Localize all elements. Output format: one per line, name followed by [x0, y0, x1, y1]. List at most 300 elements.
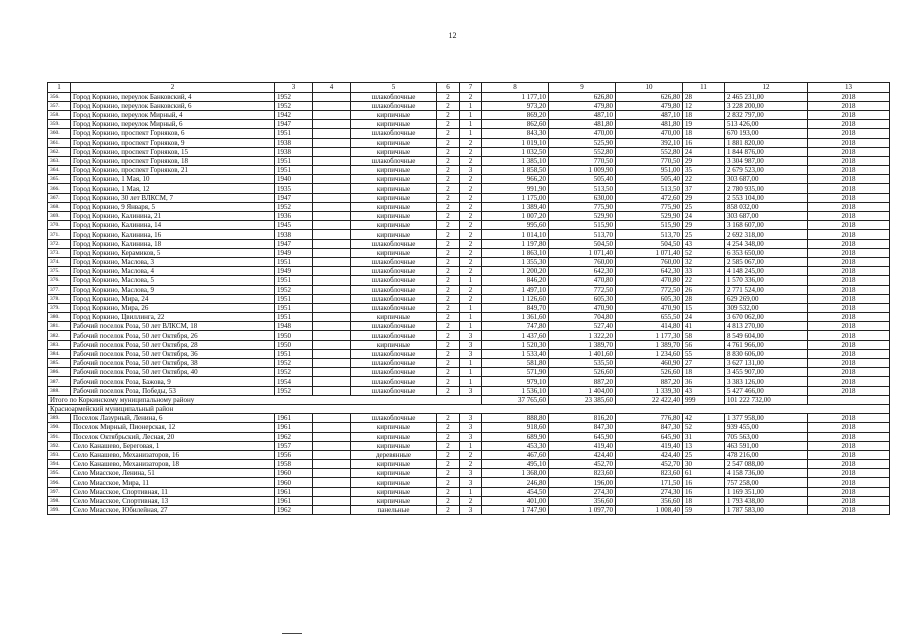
table-cell: 2018: [808, 212, 890, 221]
table-cell: 368.: [48, 202, 71, 211]
table-cell: [313, 331, 351, 340]
table-row: [48, 184, 890, 193]
table-row: [48, 359, 890, 368]
table-cell: 2018: [808, 184, 890, 193]
table-cell: 1945: [275, 221, 313, 230]
table-cell: 18: [683, 110, 725, 119]
table-cell: 2018: [808, 129, 890, 138]
table-cell: 505,40: [616, 175, 683, 184]
table-cell: шлакоблочные: [351, 285, 437, 294]
table-cell: шлакоблочные: [351, 359, 437, 368]
table-cell: 1 009,90: [549, 166, 616, 175]
table-cell: [313, 239, 351, 248]
total-owned-area-cell: 22 422,40: [616, 395, 683, 404]
table-cell: 2018: [808, 239, 890, 248]
page-number: 12: [448, 31, 457, 40]
table-cell: 8 830 606,00: [725, 349, 808, 358]
table-cell: 843,30: [482, 129, 549, 138]
table-cell: 1: [460, 487, 482, 496]
table-cell: 393.: [48, 450, 71, 459]
table-cell: 2: [437, 184, 460, 193]
table-cell: 495,10: [482, 460, 549, 469]
table-cell: 995,60: [482, 221, 549, 230]
table-cell: 424,40: [549, 450, 616, 459]
table-cell: 513,50: [616, 184, 683, 193]
table-cell: 513,70: [549, 230, 616, 239]
table-cell: 2: [437, 441, 460, 450]
table-cell: 991,90: [482, 184, 549, 193]
table-cell: 2: [460, 230, 482, 239]
table-cell: 2: [437, 349, 460, 358]
table-cell: 3: [460, 478, 482, 487]
table-cell: 1951: [275, 276, 313, 285]
table-cell: [313, 313, 351, 322]
district-section-label: Красноармейский муниципальный район: [48, 404, 890, 413]
table-cell: 645,90: [549, 432, 616, 441]
table-cell: шлакоблочные: [351, 257, 437, 266]
table-cell: 399.: [48, 506, 71, 515]
table-cell: 2: [437, 386, 460, 395]
table-row: [48, 221, 890, 230]
table-cell: 1950: [275, 340, 313, 349]
table-cell: 2: [437, 359, 460, 368]
table-cell: 12: [683, 101, 725, 110]
table-cell: 1951: [275, 294, 313, 303]
table-cell: 375.: [48, 267, 71, 276]
table-cell: 52: [683, 248, 725, 257]
table-cell: 2: [437, 166, 460, 175]
table-cell: 1 533,40: [482, 349, 549, 358]
table-cell: 196,00: [549, 478, 616, 487]
table-cell: 2018: [808, 267, 890, 276]
table-cell: 1 200,20: [482, 267, 549, 276]
table-cell: 2: [437, 377, 460, 386]
table-cell: 3 304 987,00: [725, 156, 808, 165]
table-cell: 43: [683, 239, 725, 248]
table-cell: 2: [437, 368, 460, 377]
table-cell: 1951: [275, 303, 313, 312]
table-cell: 2 585 067,00: [725, 257, 808, 266]
table-cell: 1951: [275, 257, 313, 266]
table-cell: 2018: [808, 221, 890, 230]
table-cell: [313, 92, 351, 101]
table-cell: 2: [460, 248, 482, 257]
table-cell: 869,20: [482, 110, 549, 119]
table-cell: [313, 322, 351, 331]
table-cell: 1936: [275, 212, 313, 221]
table-cell: 1 126,60: [482, 294, 549, 303]
table-cell: 1 497,10: [482, 285, 549, 294]
table-cell: 2: [437, 450, 460, 459]
table-cell: 381.: [48, 322, 71, 331]
table-cell: 2018: [808, 175, 890, 184]
table-cell: 2018: [808, 120, 890, 129]
table-row: [48, 212, 890, 221]
table-cell: 2: [437, 239, 460, 248]
table-cell: 846,20: [482, 276, 549, 285]
table-cell: 1 322,20: [549, 331, 616, 340]
table-cell: 452,70: [549, 460, 616, 469]
table-row: [48, 92, 890, 101]
table-cell: 2: [437, 193, 460, 202]
table-cell: 1 747,90: [482, 506, 549, 515]
table-cell: 849,70: [482, 303, 549, 312]
table-cell: 2018: [808, 322, 890, 331]
table-cell: 1938: [275, 147, 313, 156]
table-row: [48, 230, 890, 239]
table-cell: 504,50: [616, 239, 683, 248]
table-cell: [313, 221, 351, 230]
table-cell: 382.: [48, 331, 71, 340]
table-cell: 535,50: [549, 359, 616, 368]
table-cell: 775,90: [616, 202, 683, 211]
table-cell: Рабочий поселок Роза, 50 лет Октября, 28: [71, 340, 275, 349]
table-cell: 1942: [275, 110, 313, 119]
table-cell: 2018: [808, 478, 890, 487]
table-cell: 2: [437, 496, 460, 505]
table-row: [48, 175, 890, 184]
table-cell: 770,50: [549, 156, 616, 165]
table-cell: 28: [683, 92, 725, 101]
table-cell: 4 761 966,00: [725, 340, 808, 349]
table-cell: кирпичные: [351, 147, 437, 156]
table-cell: 1 389,70: [549, 340, 616, 349]
table-cell: 747,80: [482, 322, 549, 331]
table-row: [48, 368, 890, 377]
table-cell: 1947: [275, 120, 313, 129]
table-cell: 1960: [275, 469, 313, 478]
table-cell: 4 148 245,00: [725, 267, 808, 276]
table-cell: 1947: [275, 239, 313, 248]
table-cell: 3 455 907,00: [725, 368, 808, 377]
table-cell: 478 216,00: [725, 450, 808, 459]
table-cell: Город Коркино, переулок Мирный, 4: [71, 110, 275, 119]
table-cell: 2: [437, 414, 460, 423]
table-cell: [313, 487, 351, 496]
table-cell: 2 547 088,00: [725, 460, 808, 469]
table-cell: 356,60: [616, 496, 683, 505]
table-cell: кирпичные: [351, 340, 437, 349]
table-cell: 1 377 958,00: [725, 414, 808, 423]
table-cell: 43: [683, 386, 725, 395]
table-cell: 2: [437, 432, 460, 441]
table-cell: [313, 294, 351, 303]
table-cell: Город Коркино, 30 лет ВЛКСМ, 7: [71, 193, 275, 202]
table-cell: 27: [683, 359, 725, 368]
table-cell: 18: [683, 496, 725, 505]
table-cell: Город Коркино, 1 Мая, 12: [71, 184, 275, 193]
table-cell: 16: [683, 478, 725, 487]
table-row: [48, 101, 890, 110]
table-cell: 1938: [275, 138, 313, 147]
table-cell: 1: [460, 101, 482, 110]
table-cell: 515,90: [549, 221, 616, 230]
table-cell: 1950: [275, 331, 313, 340]
table-cell: [313, 423, 351, 432]
table-row: [48, 506, 890, 515]
table-cell: 2018: [808, 469, 890, 478]
table-cell: 1952: [275, 101, 313, 110]
table-cell: 1962: [275, 432, 313, 441]
table-row: [48, 120, 890, 129]
table-cell: Город Коркино, проспект Горняков, 9: [71, 138, 275, 147]
column-number-header: 12: [725, 83, 808, 93]
table-cell: 1 858,50: [482, 166, 549, 175]
table-cell: 25: [683, 230, 725, 239]
table-cell: 487,10: [549, 110, 616, 119]
table-cell: 527,40: [549, 322, 616, 331]
table-cell: 581,80: [482, 359, 549, 368]
table-cell: 505,40: [549, 175, 616, 184]
table-cell: 35: [683, 166, 725, 175]
empty-cell: [808, 395, 890, 404]
table-cell: 470,00: [616, 129, 683, 138]
table-cell: кирпичные: [351, 202, 437, 211]
table-cell: 1958: [275, 460, 313, 469]
table-cell: [313, 496, 351, 505]
table-cell: 1954: [275, 377, 313, 386]
table-cell: 22: [683, 175, 725, 184]
table-cell: кирпичные: [351, 432, 437, 441]
table-cell: кирпичные: [351, 120, 437, 129]
table-cell: 626,80: [549, 92, 616, 101]
table-cell: 479,80: [616, 101, 683, 110]
table-cell: [313, 349, 351, 358]
table-cell: шлакоблочные: [351, 156, 437, 165]
table-cell: 2018: [808, 101, 890, 110]
table-cell: [313, 267, 351, 276]
table-cell: Город Коркино, Мира, 24: [71, 294, 275, 303]
table-row: [48, 414, 890, 423]
table-cell: 2: [437, 230, 460, 239]
table-cell: 1 339,30: [616, 386, 683, 395]
total-cost-cell: 101 222 732,00: [725, 395, 808, 404]
table-cell: кирпичные: [351, 441, 437, 450]
table-cell: Город Коркино, переулок Мирный, 6: [71, 120, 275, 129]
column-number-header: 10: [616, 83, 683, 93]
table-cell: 383.: [48, 340, 71, 349]
housing-register-table: [47, 82, 890, 515]
table-cell: 394.: [48, 460, 71, 469]
table-cell: 2018: [808, 276, 890, 285]
table-cell: 396.: [48, 478, 71, 487]
table-cell: 1951: [275, 313, 313, 322]
table-cell: Город Коркино, 9 Января, 5: [71, 202, 275, 211]
table-cell: [313, 193, 351, 202]
table-cell: 372.: [48, 239, 71, 248]
table-cell: 392.: [48, 441, 71, 450]
table-cell: 385.: [48, 359, 71, 368]
column-number-header: 1: [48, 83, 71, 93]
table-cell: кирпичные: [351, 212, 437, 221]
table-cell: 2018: [808, 377, 890, 386]
table-cell: [313, 212, 351, 221]
table-cell: [313, 478, 351, 487]
table-cell: 33: [683, 267, 725, 276]
table-cell: 42: [683, 414, 725, 423]
table-cell: [313, 184, 351, 193]
table-cell: 2: [437, 138, 460, 147]
table-cell: 2: [437, 110, 460, 119]
table-cell: [313, 377, 351, 386]
table-cell: 2018: [808, 193, 890, 202]
table-cell: 2: [460, 221, 482, 230]
table-cell: 2018: [808, 432, 890, 441]
table-cell: 2: [460, 294, 482, 303]
table-cell: 2: [437, 506, 460, 515]
table-cell: кирпичные: [351, 313, 437, 322]
table-cell: 1 097,70: [549, 506, 616, 515]
table-cell: 472,60: [616, 193, 683, 202]
table-cell: 1 177,10: [482, 92, 549, 101]
table-cell: 460,90: [616, 359, 683, 368]
table-cell: 2018: [808, 423, 890, 432]
table-cell: 2018: [808, 257, 890, 266]
table-cell: [313, 368, 351, 377]
table-cell: 1935: [275, 184, 313, 193]
table-cell: 979,10: [482, 377, 549, 386]
table-cell: [313, 432, 351, 441]
table-cell: 823,60: [549, 469, 616, 478]
table-cell: [313, 257, 351, 266]
table-cell: Город Коркино, Калинина, 18: [71, 239, 275, 248]
table-row: [48, 257, 890, 266]
table-cell: 1: [460, 368, 482, 377]
table-cell: [313, 303, 351, 312]
table-cell: Поселок Лазурный, Ленина, 6: [71, 414, 275, 423]
table-cell: 1 071,40: [549, 248, 616, 257]
table-cell: [313, 110, 351, 119]
table-cell: 487,10: [616, 110, 683, 119]
table-cell: 479,80: [549, 101, 616, 110]
table-cell: кирпичные: [351, 487, 437, 496]
table-cell: 1 234,60: [616, 349, 683, 358]
table-cell: Город Коркино, Калинина, 14: [71, 221, 275, 230]
table-cell: 2018: [808, 92, 890, 101]
footer-rule: [282, 633, 302, 634]
table-cell: 3: [460, 331, 482, 340]
table-cell: 2 553 104,00: [725, 193, 808, 202]
table-cell: 1961: [275, 496, 313, 505]
table-cell: 371.: [48, 230, 71, 239]
table-cell: [313, 460, 351, 469]
table-cell: 1949: [275, 267, 313, 276]
table-cell: 30: [683, 460, 725, 469]
table-cell: 2 832 797,00: [725, 110, 808, 119]
table-cell: деревянные: [351, 450, 437, 459]
table-cell: 2018: [808, 441, 890, 450]
table-cell: 939 455,00: [725, 423, 808, 432]
table-row: [48, 478, 890, 487]
table-cell: шлакоблочные: [351, 349, 437, 358]
table-cell: 888,80: [482, 414, 549, 423]
table-cell: 775,90: [549, 202, 616, 211]
table-cell: 2018: [808, 294, 890, 303]
table-cell: 2018: [808, 248, 890, 257]
table-cell: 1: [460, 377, 482, 386]
table-row: [48, 129, 890, 138]
total-residents-cell: 999: [683, 395, 725, 404]
table-cell: 2: [437, 460, 460, 469]
table-cell: 2018: [808, 331, 890, 340]
table-cell: 384.: [48, 349, 71, 358]
table-cell: 32: [683, 257, 725, 266]
table-cell: 453,30: [482, 441, 549, 450]
table-cell: 414,80: [616, 322, 683, 331]
table-cell: 386.: [48, 368, 71, 377]
table-cell: 4 813 270,00: [725, 322, 808, 331]
table-row: [48, 349, 890, 358]
table-cell: 470,90: [616, 303, 683, 312]
table-cell: 2 692 318,00: [725, 230, 808, 239]
table-cell: 481,80: [549, 120, 616, 129]
table-cell: кирпичные: [351, 478, 437, 487]
table-cell: 470,00: [549, 129, 616, 138]
table-cell: 2018: [808, 487, 890, 496]
table-cell: 376.: [48, 276, 71, 285]
table-row: [48, 239, 890, 248]
table-cell: 2: [437, 276, 460, 285]
table-cell: 2018: [808, 368, 890, 377]
table-cell: шлакоблочные: [351, 101, 437, 110]
table-cell: 2: [460, 175, 482, 184]
table-cell: Село Миасское, Мира, 11: [71, 478, 275, 487]
table-cell: 61: [683, 469, 725, 478]
table-cell: 2018: [808, 110, 890, 119]
table-cell: кирпичные: [351, 230, 437, 239]
table-cell: Поселок Мирный, Пионерская, 12: [71, 423, 275, 432]
table-cell: кирпичные: [351, 110, 437, 119]
table-row: [48, 147, 890, 156]
table-cell: 357.: [48, 101, 71, 110]
table-cell: 18: [683, 129, 725, 138]
table-row: [48, 432, 890, 441]
table-cell: 645,90: [616, 432, 683, 441]
table-cell: 1 404,00: [549, 386, 616, 395]
table-cell: 2: [437, 156, 460, 165]
table-cell: 390.: [48, 423, 71, 432]
table-cell: 526,60: [616, 368, 683, 377]
table-cell: 629 269,00: [725, 294, 808, 303]
table-row: [48, 138, 890, 147]
table-cell: 2: [460, 138, 482, 147]
table-cell: 1 385,10: [482, 156, 549, 165]
column-number-header: 4: [313, 83, 351, 93]
table-cell: 2: [460, 202, 482, 211]
table-cell: 2018: [808, 506, 890, 515]
table-cell: 2: [460, 257, 482, 266]
table-cell: 356,60: [549, 496, 616, 505]
table-cell: кирпичные: [351, 248, 437, 257]
table-cell: 2018: [808, 349, 890, 358]
table-cell: 862,60: [482, 120, 549, 129]
table-cell: 2 780 935,00: [725, 184, 808, 193]
table-cell: 359.: [48, 120, 71, 129]
table-cell: 3 228 200,00: [725, 101, 808, 110]
table-cell: 13: [683, 441, 725, 450]
table-cell: 2018: [808, 230, 890, 239]
table-cell: 31: [683, 432, 725, 441]
table-cell: 2: [437, 285, 460, 294]
table-cell: [313, 441, 351, 450]
table-cell: 513 426,00: [725, 120, 808, 129]
table-cell: 2: [437, 423, 460, 432]
table-cell: 2: [437, 313, 460, 322]
table-cell: 2018: [808, 359, 890, 368]
table-cell: 2: [437, 469, 460, 478]
table-cell: 419,40: [549, 441, 616, 450]
table-cell: Город Коркино, Маслова, 5: [71, 276, 275, 285]
